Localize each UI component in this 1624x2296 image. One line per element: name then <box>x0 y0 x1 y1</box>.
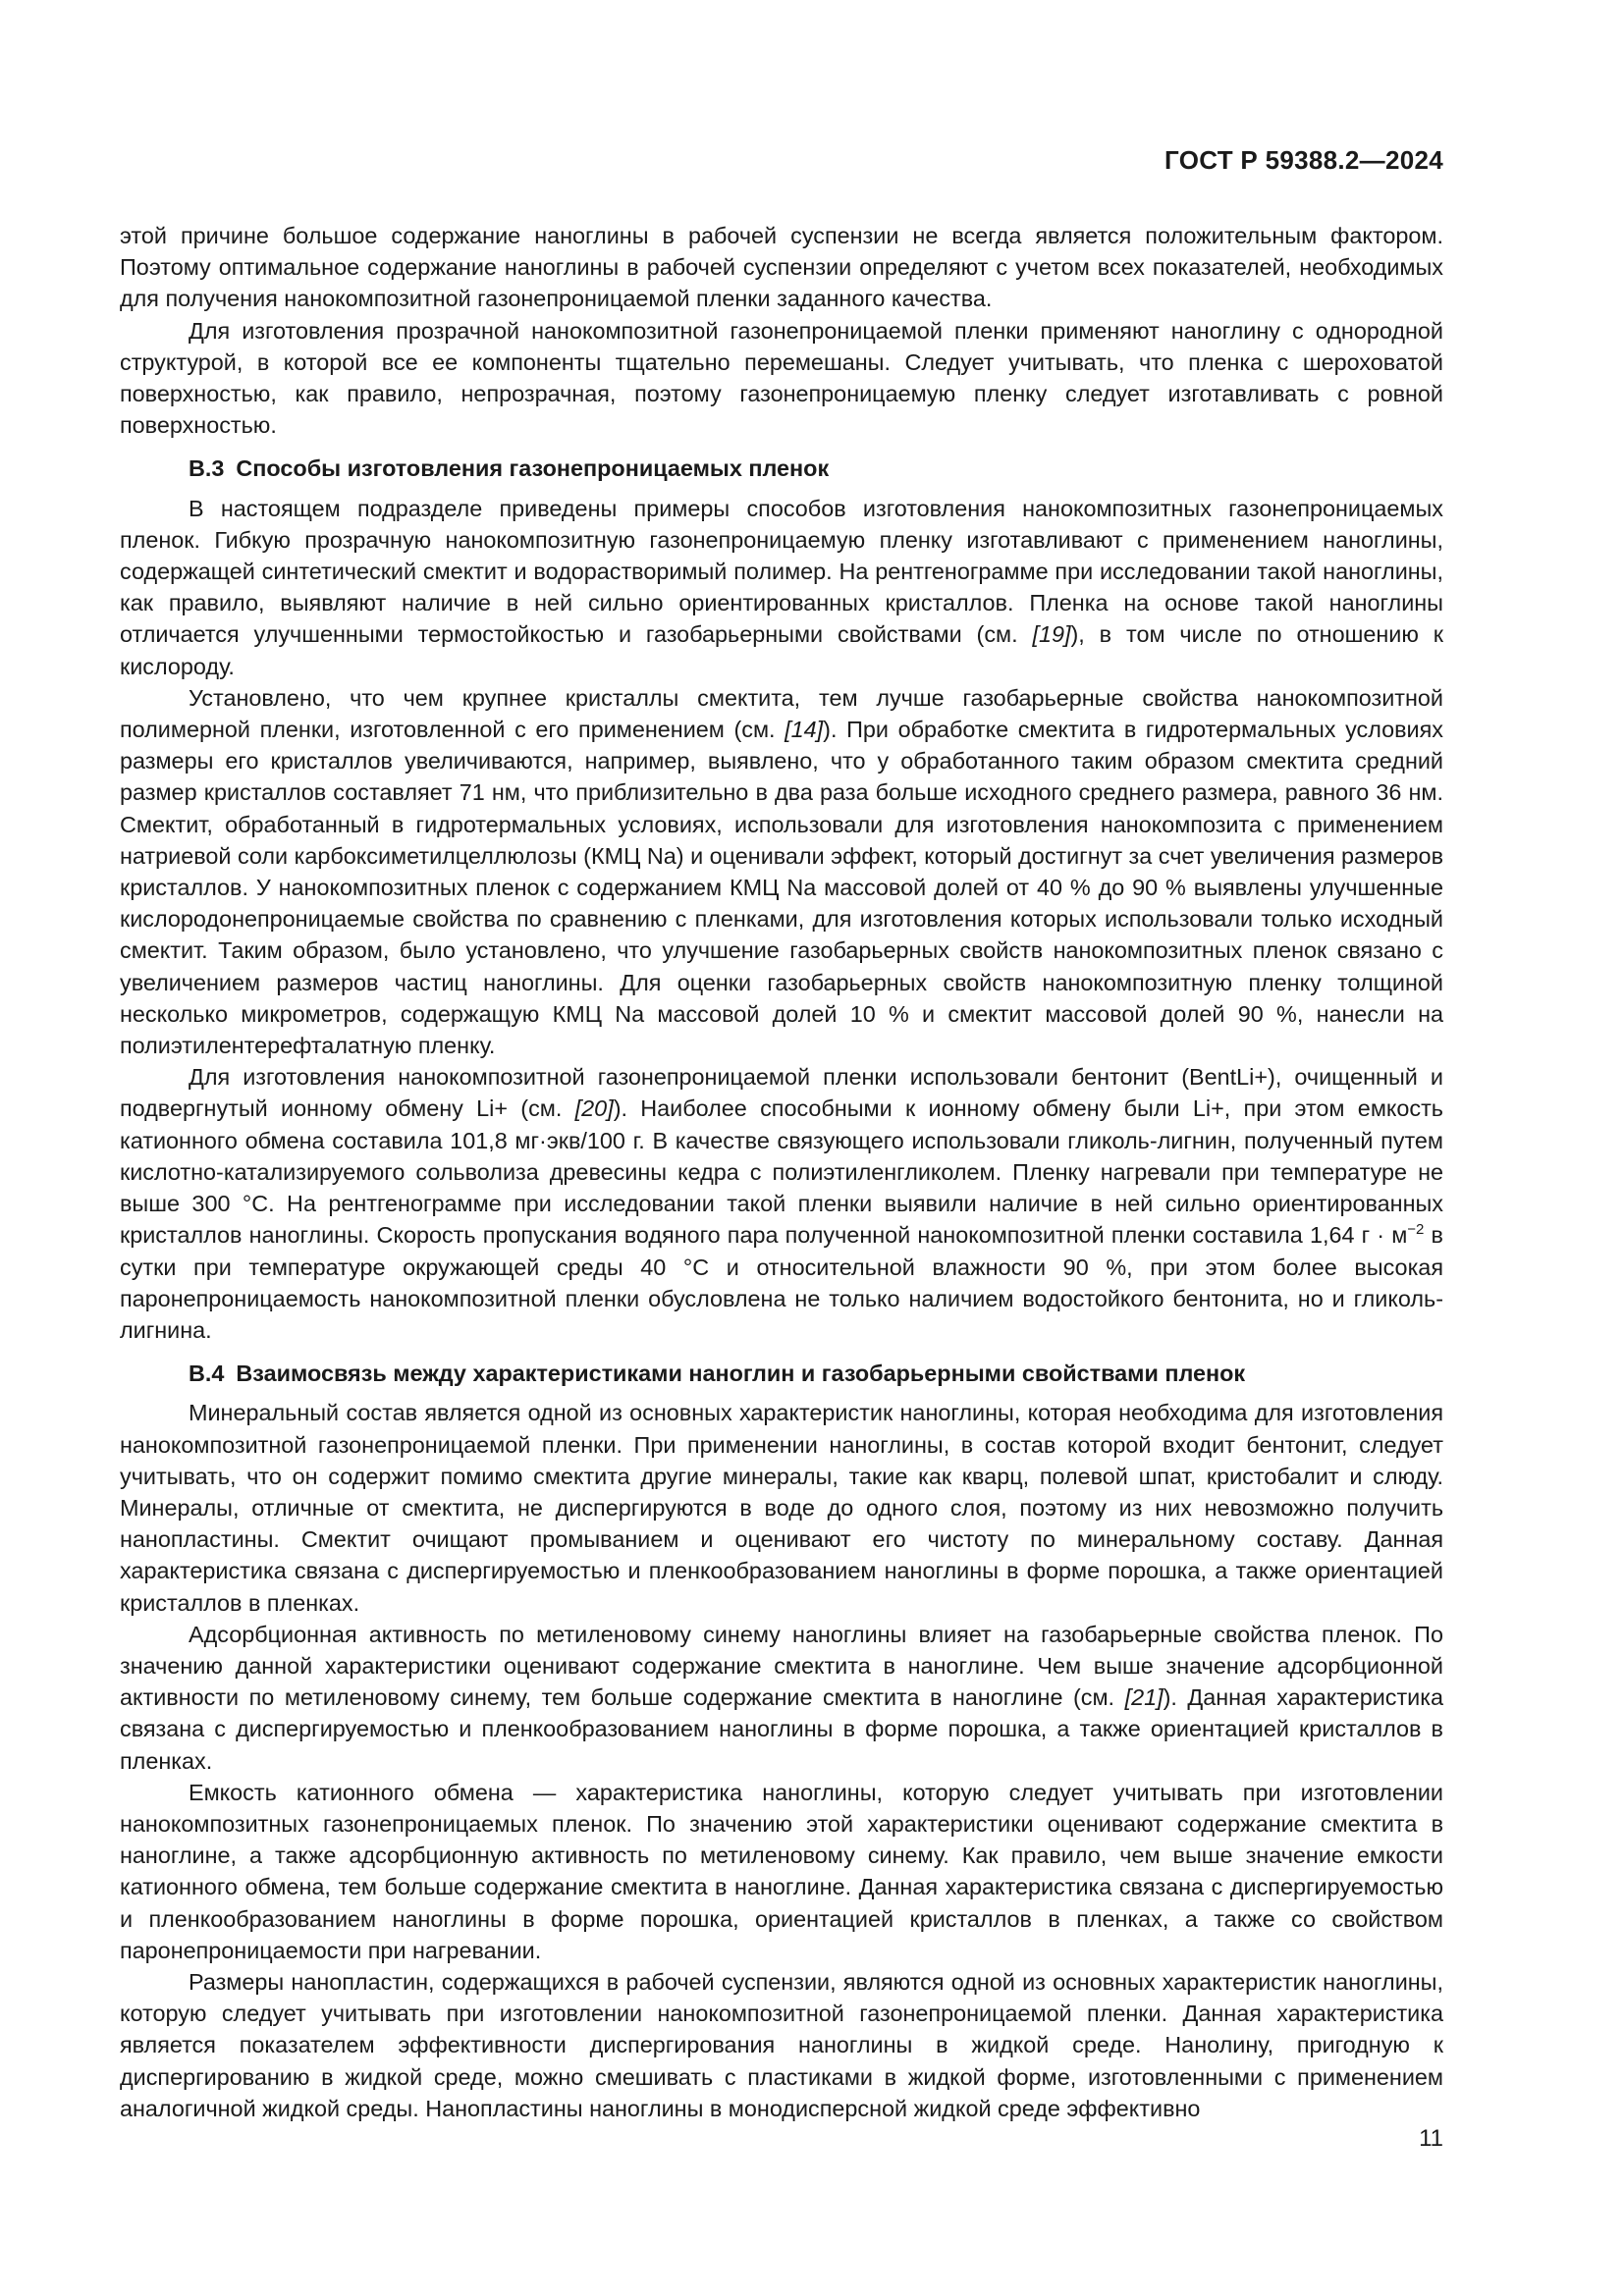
text-run: ). При обработке смектита в гидротермальных условиях размеры его кристаллов увеличиваются, например, выявлено, что у обработанного таким образом смектита средний размер кристаллов составляет 71 нм, что приблизительно в два раза больше исходного среднего размера, равного 36 нм. Смектит, обработанный в гидротермальных условиях, использовали для изготовления нанокомпозита с применением натриевой соли карбоксиметилцеллюлозы (КМЦ Na) и оценивали эффект, который достигнут за счет увеличения размеров кристаллов. У нанокомпозитных пленок с содержанием КМЦ Na массовой долей от 40 % до 90 % выявлены улучшенные кислородонепроницаемые свойства по сравнению с пленками, для изготовления которых использовали только исходный смектит. Таким образом, было установлено, что улучшение газобарьерных свойств нанокомпозитных пленок связано с увеличением размеров частиц наноглины. Для оценки газобарьерных свойств нанокомпозитную пленку толщиной несколько микрометров, содержащую КМЦ Na массовой долей 10 % и смектит массовой долей 90 %, нанесли на полиэтилентерефталатную пленку. <box>120 717 1443 1059</box>
section-title: Способы изготовления газонепроницаемых пленок <box>236 455 830 482</box>
paragraph: Для изготовления прозрачной нанокомпозитной газонепроницаемой пленки применяют наноглину с однородной структурой, в которой все ее компоненты тщательно перемешаны. Следует учитывать, что пленка с шероховатой поверхностью, как правило, непрозрачная, поэтому газонепроницаемую пленку следует изготавливать с ровной поверхностью. <box>120 317 1443 439</box>
paragraph <box>120 1061 1443 1346</box>
text-run: В настоящем подразделе приведены примеры способов изготовления нанокомпозитных газонепроницаемых пленок. Гибкую прозрачную нанокомпозитную газонепроницаемую пленку изготавливают с применением наноглины, содержащей синтетический смектит и водорастворимый полимер. На рентгенограмме при исследовании такой наноглины, как правило, выявляют наличие в ней сильно ориентированных кристаллов. Пленка на основе такой наноглины отличается улучшенными термостойкостью и газобарьерными свойствами (см. <box>120 495 1443 648</box>
document-code-header: ГОСТ Р 59388.2—2024 <box>1164 145 1443 175</box>
paragraph <box>120 1619 1443 1777</box>
superscript: −2 <box>1407 1221 1425 1239</box>
section-heading-b4 <box>120 1358 1443 1389</box>
reference-link: [14] <box>785 717 824 743</box>
paragraph <box>120 493 1443 682</box>
text-run: ), в том числе по отношению к кислороду. <box>120 621 1443 679</box>
text-run: ). Данная характеристика связана с диспергируемостью и пленкообразованием наноглины в форме порошка, а также ориентацией кристаллов в пленках. <box>120 1684 1443 1774</box>
section-number: В.4 <box>189 1361 225 1387</box>
document-body <box>120 220 1443 2124</box>
reference-link: [19] <box>1032 621 1071 648</box>
section-title: Взаимосвязь между характеристиками наноглин и газобарьерными свойствами пленок <box>236 1361 1246 1387</box>
paragraph: этой причине большое содержание наноглины в рабочей суспензии не всегда является положительным фактором. Поэтому оптимальное содержание наноглины в рабочей суспензии определяют с учетом всех показателей, необходимых для получения нанокомпозитной газонепроницаемой пленки заданного качества. <box>120 223 1443 312</box>
page-number: 11 <box>1419 2125 1443 2152</box>
paragraph: Емкость катионного обмена — характеристика наноглины, которую следует учитывать при изготовлении нанокомпозитных газонепроницаемых пленок. По значению этой характеристики оценивают содержание смектита в наноглине, а также адсорбционную активность по метиленовому синему. Как правило, чем выше значение емкости катионного обмена, тем больше содержание смектита в наноглине. Данная характеристика связана с диспергируемостью и пленкообразованием наноглины в форме порошка, ориентацией кристаллов в пленках, а также со свойством паронепроницаемости при нагревании. <box>120 1779 1443 1963</box>
section-heading-b3 <box>120 453 1443 484</box>
text-run: ). Наиболее способными к ионному обмену были Li+, при этом емкость катионного обмена составила 101,8 мг·экв/100 г. В качестве связующего использовали гликоль-лигнин, полученный путем кислотно-катализируемого сольволиза древесины кедра с полиэтиленгликолем. Пленку нагревали при температуре не выше 300 °C. На рентгенограмме при исследовании такой пленки выявили наличие в ней сильно ориентированных кристаллов наноглины. Скорость пропускания водяного пара полученной нанокомпозитной пленки составила 1,64 г · м <box>120 1095 1443 1249</box>
text-run: Установлено, что чем крупнее кристаллы смектита, тем лучше газобарьерные свойства нанокомпозитной полимерной пленки, изготовленной с его применением (см. <box>120 684 1443 743</box>
paragraph: Размеры нанопластин, содержащихся в рабочей суспензии, являются одной из основных характеристик наноглины, которую следует учитывать при изготовлении нанокомпозитной газонепроницаемой пленки. Данная характеристика является показателем эффективности диспергирования наноглины в жидкой среде. Нанолину, пригодную к диспергированию в жидкой среде, можно смешивать с пластиками в жидкой форме, изготовленными с применением аналогичной жидкой среды. Нанопластины наноглины в монодисперсной жидкой среде эффективно <box>120 1968 1443 2121</box>
text-run: в сутки при температуре окружающей среды 40 °C и относительной влажности 90 %, при этом более высокая паронепроницаемость нанокомпозитной пленки обусловлена не только наличием водостойкого бентонита, но и гликоль-лигнина. <box>120 1222 1443 1343</box>
section-number: В.3 <box>189 455 225 482</box>
reference-link: [20] <box>574 1095 614 1122</box>
paragraph: Минеральный состав является одной из основных характеристик наноглины, которая необходима для изготовления нанокомпозитной газонепроницаемой пленки. При применении наноглины, в состав которой входит бентонит, следует учитывать, что он содержит помимо смектита другие минералы, такие как кварц, полевой шпат, кристобалит и слюду. Минералы, отличные от смектита, не диспергируются в воде до одного слоя, поэтому из них невозможно получить нанопластины. Смектит очищают промыванием и оценивают его чистоту по минеральному составу. Данная характеристика связана с диспергируемостью и пленкообразованием наноглины в форме порошка, а также ориентацией кристаллов в пленках. <box>120 1400 1443 1616</box>
text-run: Адсорбционная активность по метиленовому синему наноглины влияет на газобарьерные свойства пленок. По значению данной характеристики оценивают содержание смектита в наноглине. Чем выше значение адсорбционной активности по метиленовому синему, тем больше содержание смектита в наноглине (см. <box>120 1621 1443 1711</box>
reference-link: [21] <box>1124 1684 1164 1711</box>
text-run: Для изготовления нанокомпозитной газонепроницаемой пленки использовали бентонит (BentLi+), очищенный и подвергнутый ионному обмену Li+ (см. <box>120 1064 1443 1122</box>
paragraph <box>120 682 1443 1061</box>
